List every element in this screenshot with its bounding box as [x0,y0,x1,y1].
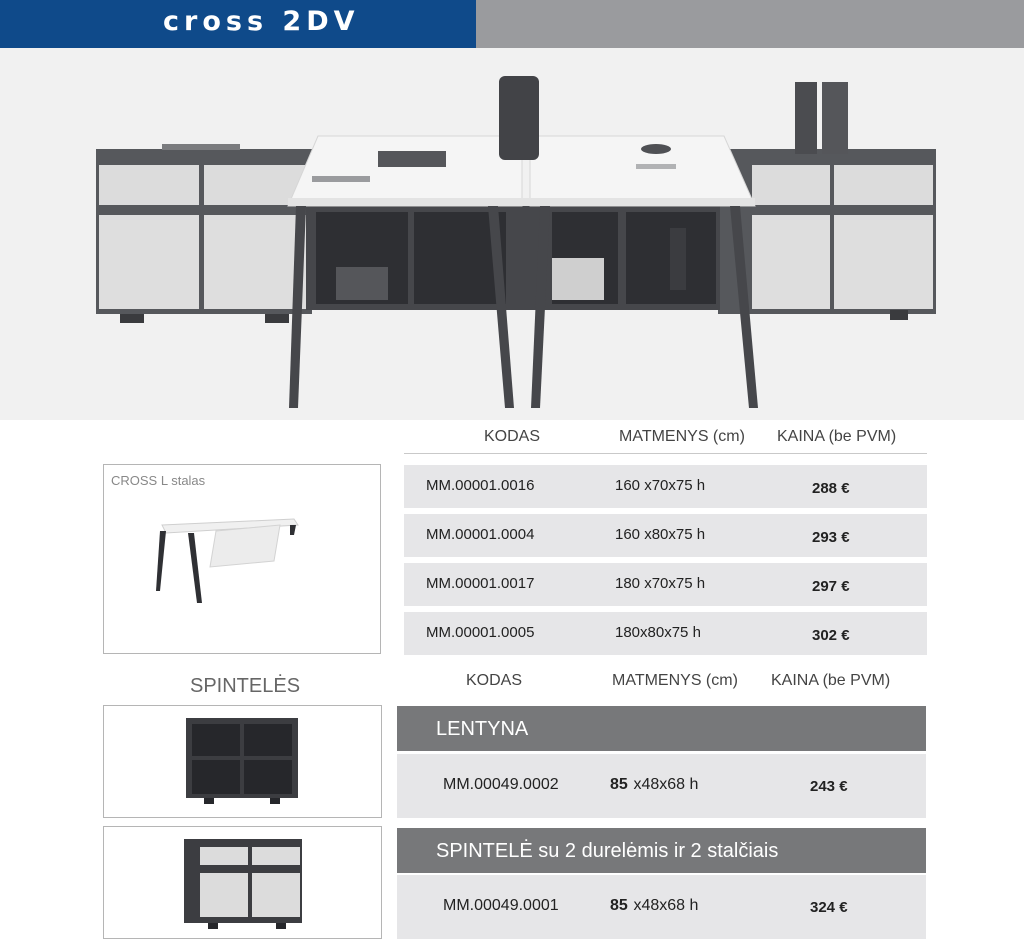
desk-row-price: 288 € [812,480,850,497]
shelf-band [397,706,926,751]
desk-row-dims: 180x80x75 h [615,624,701,641]
header-grey-bar [476,0,1024,48]
hero-desk-photo [0,48,1024,420]
cabinet-row-price: 324 € [810,899,848,916]
desk-product-label: CROSS L stalas [111,473,206,488]
desk-row-code: MM.00001.0004 [426,526,535,543]
desk-row-price: 293 € [812,529,850,546]
desk-row-dims: 180 x70x75 h [615,575,706,592]
desks-header-price: KAINA (be PVM) [777,428,897,445]
cabinet-band-title: SPINTELĖ su 2 durelėmis ir 2 stalčiais [436,840,779,862]
cabinets-header-code: KODAS [466,672,523,689]
cabinet-row-dims-bold: 85 [610,897,628,914]
shelf-row-dims: x48x68 h [629,776,699,793]
shelf-row-code: MM.00049.0002 [443,776,559,793]
cabinet-band [397,828,926,873]
desk-row-1 [404,465,927,508]
desk-row-code: MM.00001.0017 [426,575,535,592]
desk-row-dims: 160 x70x75 h [615,477,706,494]
cabinet-product-image [103,826,382,939]
desk-row-dims: 160 x80x75 h [615,526,706,543]
desk-product-image [103,464,381,654]
desk-row-price: 302 € [812,627,850,644]
cabinet-row [397,875,926,939]
cabinets-header-dims: MATMENYS (cm) [612,672,738,689]
desk-row-3 [404,563,927,606]
cabinets-section-title: SPINTELĖS [190,675,301,697]
shelf-product-image [103,705,382,818]
desks-header-dims: MATMENYS (cm) [619,428,745,445]
desk-row-4 [404,612,927,655]
desk-row-code: MM.00001.0005 [426,624,535,641]
shelf-row [397,754,926,818]
shelf-row-dims-bold: 85 [610,776,628,793]
desk-row-price: 297 € [812,578,850,595]
cabinet-row-dims: x48x68 h [629,897,699,914]
desk-row-code: MM.00001.0016 [426,477,535,494]
desks-header-divider [404,453,927,454]
shelf-row-price: 243 € [810,778,848,795]
desk-row-2 [404,514,927,557]
desks-header-code: KODAS [484,428,541,445]
page-title: cross 2DV [163,6,360,37]
cabinets-header-price: KAINA (be PVM) [771,672,891,689]
shelf-band-title: LENTYNA [436,718,529,740]
cabinet-row-code: MM.00049.0001 [443,897,559,914]
